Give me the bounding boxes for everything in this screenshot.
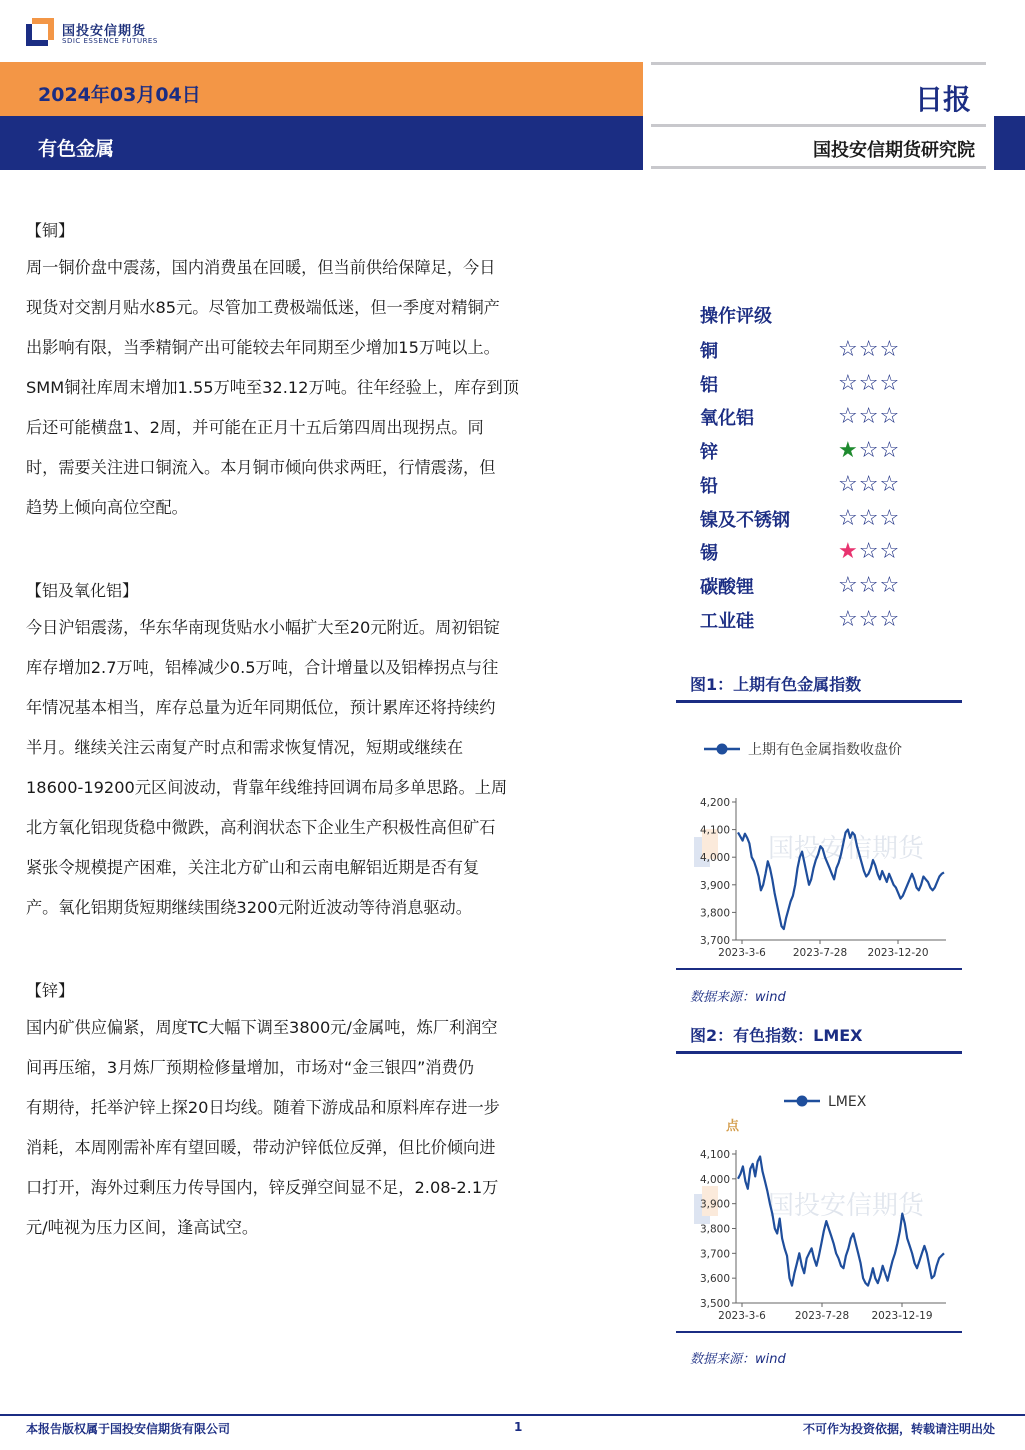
aluminum-heading: 【铝及氧化铝】 [26,581,139,600]
star-outline-icon: ☆ [858,370,880,396]
text-line: 有期待，托举沪锌上探20日均线。随着下游成品和原料库存进一步 [26,1098,500,1117]
text-line: 时，需要关注进口铜流入。本月铜市倾向供求两旺，行情震荡，但 [26,458,496,477]
rating-row [700,607,960,637]
text-line: 出影响有限，当季精铜产出可能较去年同期至少增加15万吨以上。 [26,338,500,357]
rating-title: 操作评级 [700,306,772,327]
text-line: 现货对交割月贴水85元。尽管加工费极端低迷，但一季度对精铜产 [26,298,500,317]
star-outline-icon: ☆ [858,572,880,598]
x-tick-label: 2023-3-6 [718,1310,766,1322]
star-outline-icon: ☆ [879,471,901,497]
star-outline-icon: ☆ [879,505,901,531]
rating-row [700,573,960,603]
star-outline-icon: ☆ [838,572,859,598]
star-rating-icon [838,539,900,565]
y-tick-label: 4,100 [699,824,730,837]
report-date: 2024年03月04日 [38,84,201,106]
star-rating-icon [838,506,900,532]
aluminum-paragraph [26,608,610,928]
footer-rule [0,1414,1025,1416]
legend-marker [797,1096,808,1107]
section-title: 有色金属 [38,138,115,160]
figure1-chart [676,705,962,967]
star-outline-icon: ☆ [858,471,880,497]
text-line: 口打开，海外过剩压力传导国内，锌反弹空间显不足，2.08-2.1万 [26,1178,499,1197]
figure1-title: 图1：上期有色金属指数 [690,675,862,694]
y-tick-label: 3,900 [699,1198,730,1211]
star-outline-icon: ☆ [879,539,901,565]
legend-label: 上期有色金属指数收盘价 [748,742,902,758]
rating-name: 铜 [700,341,718,362]
rating-row [700,337,960,367]
text-line: 半月。继续关注云南复产时点和需求恢复情况，短期或继续在 [26,738,464,757]
rating-name: 工业硅 [700,610,754,632]
rating-row [700,404,960,434]
header-divider [651,124,986,127]
rating-name: 氧化铝 [700,408,754,430]
rating-row [700,472,960,502]
y-tick-label: 4,200 [699,797,730,809]
text-line: 趋势上倾向高位空配。 [26,498,188,517]
figure2-title: 图2：有色指数：LMEX [690,1026,863,1045]
rating-name: 镍及不锈钢 [700,509,790,531]
series-line [738,1157,944,1286]
star-outline-icon: ☆ [858,606,880,632]
zinc-heading: 【锌】 [26,981,75,1000]
text-line: 库存增加2.7万吨，铝棒减少0.5万吨，合计增量以及铝棒拐点与往 [26,658,499,677]
x-tick-label: 2023-3-6 [718,947,766,959]
rating-row [700,438,960,468]
figure1-top-rule [676,700,962,703]
text-line: 消耗，本周刚需补库有望回暖，带动沪锌低位反弹，但比价倾向进 [26,1138,496,1157]
header-accent [994,116,1025,170]
x-tick-label: 2023-12-19 [871,1310,933,1322]
star-outline-icon: ☆ [858,337,880,362]
figure1-bottom-rule [676,968,962,970]
text-line: 周一铜价盘中震荡，国内消费虽在回暖，但当前供给保障足，今日 [26,258,496,277]
text-line: 国内矿供应偏紧，周度TC大幅下调至3800元/金属吨，炼厂利润空 [26,1018,498,1037]
y-tick-label: 3,600 [699,1273,730,1286]
star-outline-icon: ☆ [838,404,859,430]
text-line: 北方氧化铝现货稳中微跌，高利润状态下企业生产积极性高但矿石 [26,818,496,837]
copper-heading: 【铜】 [26,221,75,240]
star-rating-icon [838,438,900,464]
y-tick-label: 3,500 [699,1298,730,1310]
legend-marker [717,744,728,755]
footer-copyright: 本报告版权属于国投安信期货有限公司 [26,1422,231,1436]
star-outline-icon: ☆ [858,539,880,565]
star-filled-icon: ★ [838,438,859,464]
watermark-text: 国投安信期货 [768,1191,925,1221]
star-outline-icon: ☆ [879,438,901,464]
figure2-top-rule [676,1051,962,1054]
footer-page-number: 1 [514,1420,523,1434]
footer-disclaimer: 不可作为投资依据，转载请注明出处 [802,1422,995,1436]
rating-row [700,506,960,536]
rating-name: 铅 [700,475,718,497]
text-line: 年情况基本相当，库存总量为近年同期低位，预计累库还将持续约 [26,698,496,717]
logo-subtitle: SDIC ESSENCE FUTURES [62,37,158,45]
y-tick-label: 3,700 [699,1248,730,1261]
watermark-text: 国投安信期货 [768,834,925,864]
star-outline-icon: ☆ [879,606,901,632]
rating-name: 锡 [700,543,718,565]
x-tick-label: 2023-7-28 [794,1310,850,1322]
rating-name: 铝 [700,374,718,396]
text-line: SMM铜社库周末增加1.55万吨至32.12万吨。往年经验上，库存到顶 [26,378,519,397]
star-filled-icon: ★ [838,539,859,565]
header-divider [651,166,986,169]
y-tick-label: 4,100 [699,1149,730,1161]
text-line: 后还可能横盘1、2周，并可能在正月十五后第四周出现拐点。同 [26,418,484,437]
star-outline-icon: ☆ [838,337,859,362]
star-rating-icon [838,404,900,430]
star-outline-icon: ☆ [879,572,901,598]
zinc-paragraph [26,1008,610,1248]
star-rating-icon [838,371,900,397]
text-line: 今日沪铝震荡，华东华南现货贴水小幅扩大至20元附近。周初铝锭 [26,618,500,637]
star-rating-icon [838,472,900,498]
star-rating-icon [838,573,900,599]
x-tick-label: 2023-7-28 [792,947,848,959]
y-tick-label: 3,900 [699,879,730,892]
star-outline-icon: ☆ [879,404,901,430]
star-outline-icon: ☆ [879,337,901,362]
star-outline-icon: ☆ [858,438,880,464]
text-line: 紧张令规模提产困难，关注北方矿山和云南电解铝近期是否有复 [26,858,480,877]
star-rating-icon [838,337,900,363]
rating-row [700,539,960,569]
y-tick-label: 3,800 [699,1223,730,1236]
rating-name: 锌 [700,442,718,464]
figure2-chart [676,1056,962,1330]
text-line: 间再压缩，3月炼厂预期检修量增加，市场对“金三银四”消费仍 [26,1058,474,1077]
institute-name: 国投安信期货研究院 [813,140,975,161]
star-outline-icon: ☆ [838,471,859,497]
text-line: 18600-19200元区间波动，背靠年线维持回调布局多单思路。上周 [26,778,508,797]
header-divider [651,62,986,65]
company-logo-icon [26,18,54,46]
star-outline-icon: ☆ [879,370,901,396]
x-tick-label: 2023-12-20 [867,947,929,959]
star-outline-icon: ☆ [858,505,880,531]
figure2-source: 数据来源：wind [690,1352,786,1367]
figure1-source: 数据来源：wind [690,990,786,1005]
star-outline-icon: ☆ [838,606,859,632]
report-type: 日报 [915,83,972,116]
text-line: 产。氧化铝期货短期继续围绕3200元附近波动等待消息驱动。 [26,898,472,917]
rating-row [700,371,960,401]
star-outline-icon: ☆ [838,505,859,531]
legend-label: LMEX [828,1094,867,1110]
y-axis-label: 点 [726,1119,740,1134]
y-tick-label: 4,000 [699,852,730,865]
text-line: 元/吨视为压力区间，逢高试空。 [26,1218,259,1237]
rating-name: 碳酸锂 [700,576,754,598]
star-outline-icon: ☆ [838,370,859,396]
y-tick-label: 3,800 [699,907,730,920]
star-outline-icon: ☆ [858,404,880,430]
star-rating-icon [838,607,900,633]
figure2-bottom-rule [676,1331,962,1333]
logo-name: 国投安信期货 [62,24,147,39]
y-tick-label: 3,700 [699,935,730,947]
copper-paragraph [26,248,610,528]
y-tick-label: 4,000 [699,1173,730,1186]
